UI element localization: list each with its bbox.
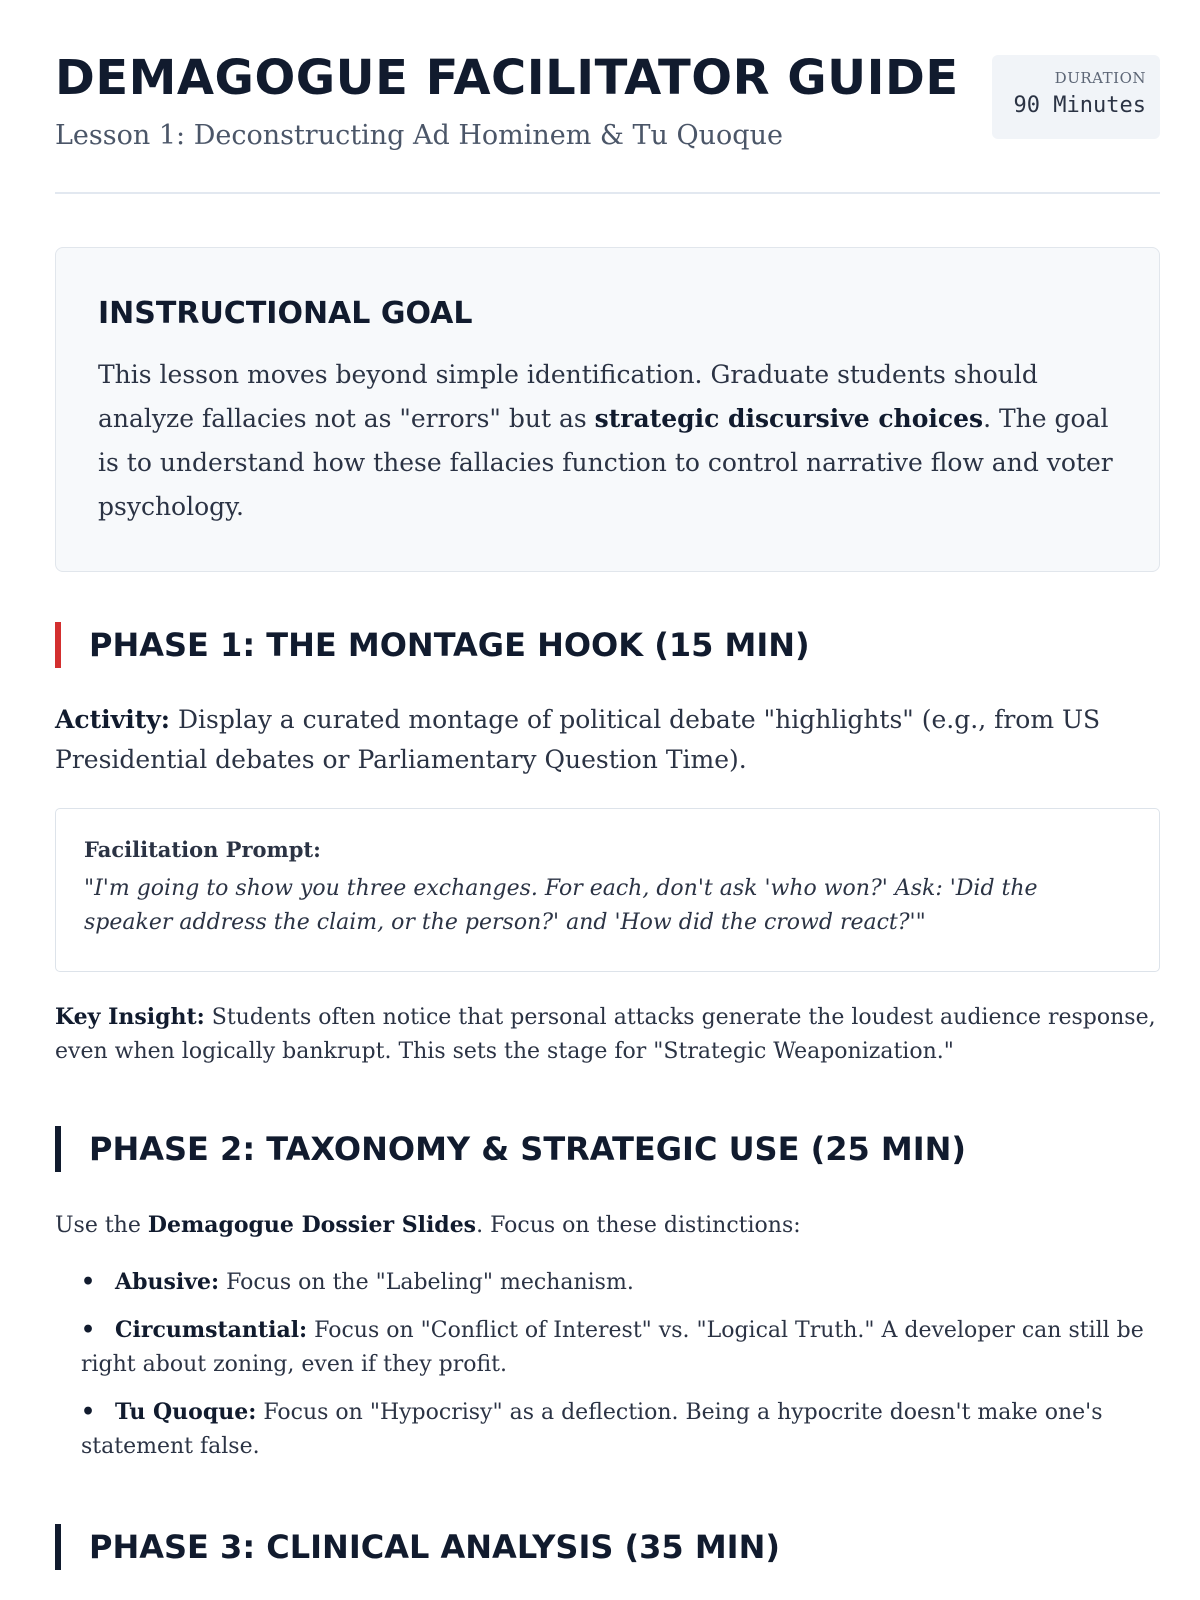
phase-3-heading: PHASE 3: CLINICAL ANALYSIS (35 MIN) <box>55 1524 780 1570</box>
goal-text-start: This lesson moves beyond simple identification. Graduate students should analyze fallacies not as "errors" but as <box>98 360 1038 433</box>
duration-label: DURATION <box>1054 69 1146 87</box>
goal-text-emphasis: strategic discursive choices <box>594 404 984 433</box>
phase-2-intro <box>55 1208 801 1243</box>
key-insight <box>55 1000 1160 1069</box>
bullet-icon: • <box>81 1317 96 1343</box>
distinctions-list <box>81 1265 1160 1477</box>
phase-1-heading: PHASE 1: THE MONTAGE HOOK (15 MIN) <box>55 622 810 668</box>
phase-2-heading: PHASE 2: TAXONOMY & STRATEGIC USE (25 MIN) <box>55 1126 966 1172</box>
list-item-term: Circumstantial: <box>115 1317 308 1343</box>
insight-label: Key Insight: <box>55 1004 205 1030</box>
prompt-text: "I'm going to show you three exchanges. For each, don't ask 'who won?' Ask: 'Did the speaker address the claim, or the person?' and 'How did the crowd react?'" <box>84 876 1038 935</box>
goal-text-end: . The goal is to understand how these fallacies function to control narrative flow and voter psychology. <box>98 404 1113 521</box>
list-item <box>81 1313 1160 1382</box>
guide-header <box>55 0 1160 194</box>
list-item <box>81 1395 1160 1464</box>
list-item-term: Tu Quoque: <box>115 1399 257 1425</box>
duration-value: 90 Minutes <box>1013 93 1146 118</box>
duration-badge <box>992 55 1160 139</box>
list-item-text: Focus on the "Labeling" mechanism. <box>219 1270 634 1295</box>
insight-text: Students often notice that personal attacks generate the loudest audience response, even when logically bankrupt. This sets the stage for "Strategic Weaponization." <box>55 1005 1156 1064</box>
intro-start: Use the <box>55 1213 148 1238</box>
lesson-subtitle: Lesson 1: Deconstructing Ad Hominem & Tu Quoque <box>55 120 783 151</box>
bullet-icon: • <box>81 1269 96 1295</box>
list-item-text: Focus on "Conflict of Interest" vs. "Logical Truth." A developer can still be right about zoning, even if they profit. <box>81 1318 1144 1377</box>
goal-text <box>98 353 1117 529</box>
facilitator-guide-page <box>55 0 1160 1566</box>
list-item-term: Abusive: <box>115 1269 220 1295</box>
goal-title: INSTRUCTIONAL GOAL <box>98 296 473 331</box>
activity-text: Display a curated montage of political debate "highlights" (e.g., from US Presidential debates or Parliamentary Question Time). <box>55 705 1101 774</box>
activity-label: Activity: <box>55 705 170 734</box>
list-item <box>81 1265 1160 1300</box>
prompt-label: Facilitation Prompt: <box>84 837 321 862</box>
instructional-goal-box <box>55 247 1160 572</box>
intro-end: . Focus on these distinctions: <box>476 1213 801 1238</box>
list-item-text: Focus on "Hypocrisy" as a deflection. Being a hypocrite doesn't make one's statement false. <box>81 1400 1103 1459</box>
facilitation-prompt-box <box>55 808 1160 972</box>
bullet-icon: • <box>81 1399 96 1425</box>
intro-emphasis: Demagogue Dossier Slides <box>147 1212 477 1238</box>
page-title: DEMAGOGUE FACILITATOR GUIDE <box>55 50 959 106</box>
phase-1-activity <box>55 700 1160 780</box>
